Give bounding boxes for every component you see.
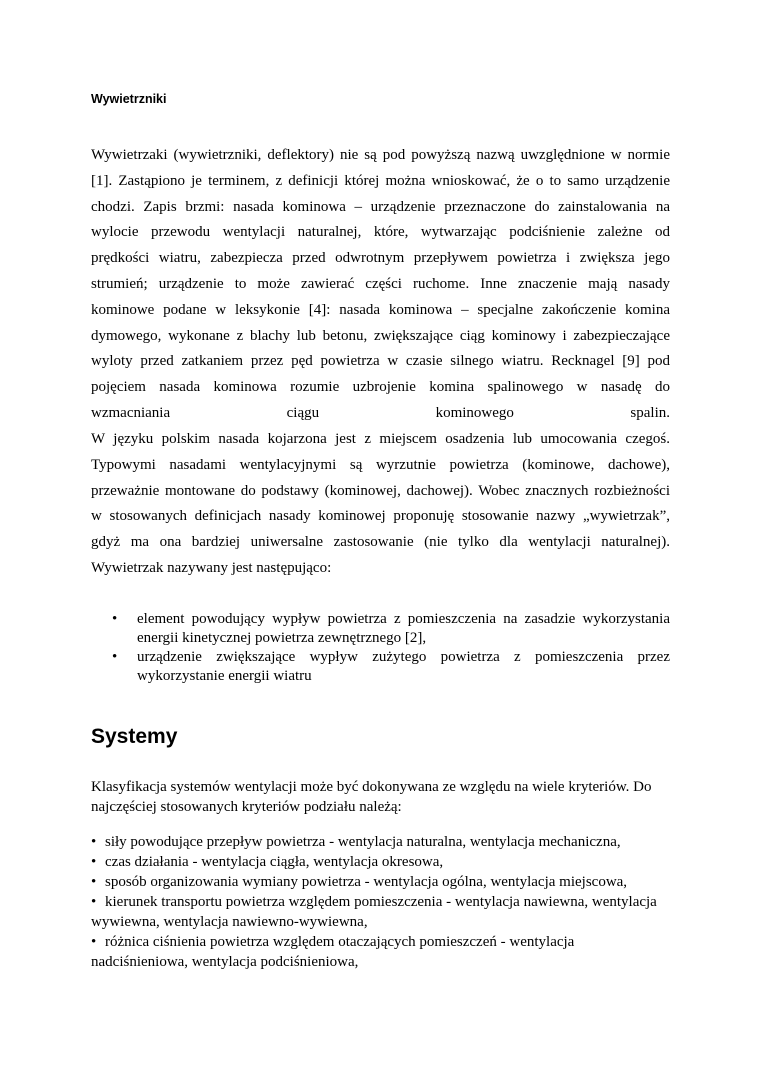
list-item [91, 932, 671, 972]
text-line: w stosowanych definicjach nasady kominowej proponuję stosowanie nazwy „wywietrzak”, [91, 508, 670, 525]
bullet-icon: • [91, 874, 97, 890]
bullet-icon: • [91, 894, 97, 910]
text-line: gdyż ma ona bardziej uniwersalne zastosowanie (nie tylko dla wentylacji naturalnej). [91, 534, 670, 551]
text-line: dymowego, wykonane z blachy lub betonu, zwiększające ciąg kominowy i zabezpieczające [91, 327, 670, 344]
list-item [91, 872, 671, 892]
bullet-icon: • [91, 834, 97, 850]
bullet-icon: • [91, 934, 97, 950]
classification-criteria-list [91, 832, 671, 972]
list-item [91, 852, 671, 872]
text-line: W języku polskim nasada kojarzona jest z miejscem osadzenia lub umocowania czegoś. [91, 431, 670, 447]
text-line: [1]. Zastąpiono je terminem, z definicji której można wnioskować, że o to samo urządzenie [91, 172, 670, 189]
list-item [91, 892, 671, 932]
wywietrzak-definition-list [112, 610, 670, 685]
text-line: przeważnie montowane do podstawy (kominowej, dachowej). Wobec znacznych rozbieżności [91, 482, 670, 499]
section-heading-systemy: Systemy [91, 725, 178, 748]
bullet-icon: • [112, 649, 118, 665]
text-line: Wywietrzak nazywany jest następująco: [91, 559, 332, 576]
text-line: chodzi. Zapis brzmi: nasada kominowa – urządzenie przeznaczone do zainstalowania na [91, 198, 670, 215]
text-line: strumień; urządzenie to może zawierać części ruchome. Inne znaczenie mają nasady [91, 275, 670, 292]
section-heading-wywietrzniki: Wywietrzniki [91, 92, 167, 106]
text-line: wyloty przed zatkaniem przez pęd powietrza w czasie silnego wiatru. Recknagel [9] pod [91, 353, 670, 370]
list-item-text: siły powodujące przepływ powietrza - wentylacja naturalna, wentylacja mechaniczna, [105, 834, 621, 850]
text-line: wzmacniania ciągu kominowego spalin. [91, 404, 670, 421]
list-item [112, 648, 670, 685]
paragraph-nasada [91, 427, 670, 582]
bullet-icon: • [112, 611, 118, 627]
text-line: Wywietrzaki (wywietrzniki, deflektory) nie są pod powyższą nazwą uwzględnione w normie [91, 147, 670, 163]
list-item [91, 832, 671, 852]
list-item-text: element powodujący wypływ powietrza z pomieszczenia na zasadzie wykorzystania energii kinetycznej powietrza zewnętrznego [2], [137, 611, 670, 646]
list-item-text: różnica ciśnienia powietrza względem otaczających pomieszczeń - wentylacja nadciśnieniowa, wentylacja podciśnieniowa, [91, 934, 575, 970]
paragraph-definitions [91, 143, 670, 427]
paragraph-classification: Klasyfikacja systemów wentylacji może być dokonywana ze względu na wiele kryteriów. Do najczęściej stosowanych kryteriów podziału należą: [91, 779, 652, 815]
list-item-text: kierunek transportu powietrza względem pomieszczenia - wentylacja nawiewna, wentylacja wywiewna, wentylacja nawiewno-wywiewna, [91, 894, 657, 930]
text-line: prędkości wiatru, zabezpiecza przed odwrotnym przepływem powietrza i zwiększa jego [91, 250, 670, 267]
list-item [112, 610, 670, 647]
list-item-text: urządzenie zwiększające wypływ zużytego powietrza z pomieszczenia przez wykorzystanie energii wiatru [137, 649, 670, 684]
text-line: pojęciem nasada kominowa rozumie uzbrojenie komina spalinowego w nasadę do [91, 379, 670, 396]
bullet-icon: • [91, 854, 97, 870]
text-line: Typowymi nasadami wentylacyjnymi są wyrzutnie powietrza (kominowe, dachowe), [91, 456, 670, 473]
list-item-text: sposób organizowania wymiany powietrza - wentylacja ogólna, wentylacja miejscowa, [105, 874, 628, 890]
list-item-text: czas działania - wentylacja ciągła, wentylacja okresowa, [105, 854, 444, 870]
text-line: kominowe podane w leksykonie [4]: nasada kominowa – specjalne zakończenie komina [91, 301, 670, 318]
text-line: wylocie przewodu wentylacji naturalnej, które, wytwarzając podciśnienie zależne od [91, 224, 670, 241]
